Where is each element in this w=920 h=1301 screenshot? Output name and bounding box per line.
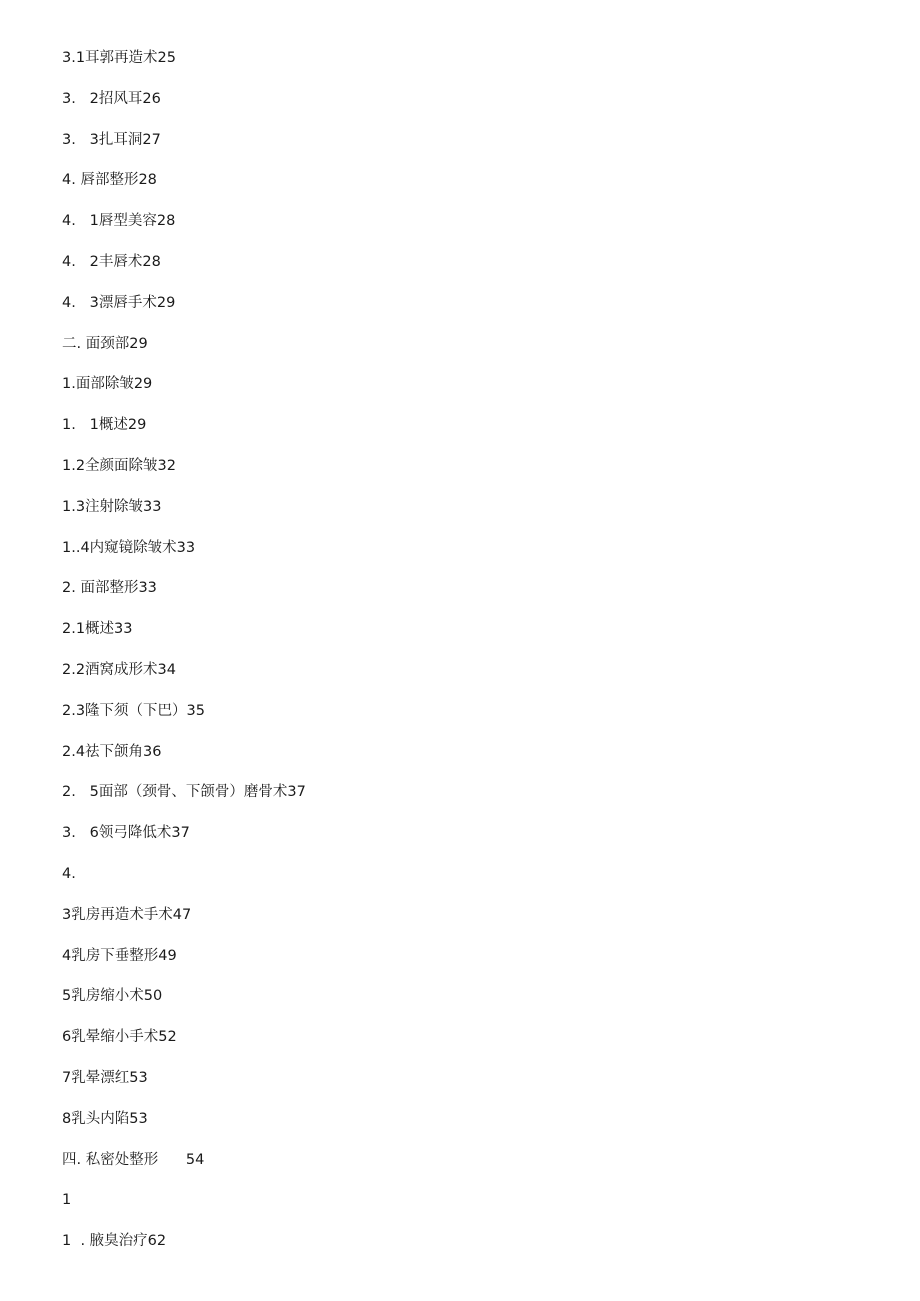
- table-of-contents: [62, 48, 306, 1272]
- toc-entry: 4乳房下垂整形49: [62, 947, 177, 964]
- toc-entry: 4. 唇部整形28: [62, 172, 157, 189]
- toc-entry: 3. 3扎耳洞27: [62, 131, 161, 148]
- toc-entry: 4. 2丰唇术28: [62, 253, 161, 270]
- toc-entry: 4.: [62, 865, 76, 882]
- toc-entry: 7乳晕漂红53: [62, 1069, 148, 1086]
- toc-entry: 4. 1唇型美容28: [62, 213, 176, 230]
- toc-entry: 二. 面颈部29: [62, 335, 148, 352]
- toc-entry: 8乳头内陷53: [62, 1110, 148, 1127]
- toc-entry: 3. 6领弓降低术37: [62, 825, 190, 842]
- toc-entry: 1. 1概述29: [62, 417, 147, 434]
- toc-entry: 2.3隆下须（下巴）35: [62, 702, 206, 719]
- toc-entry: 3.1耳郭再造术25: [62, 50, 177, 66]
- toc-entry: 1 . 腋臭治疗62: [62, 1233, 167, 1250]
- toc-entry: 1.2全颜面除皱32: [62, 457, 177, 474]
- toc-entry: 1.面部除皱29: [62, 376, 153, 393]
- toc-entry: 3. 2招风耳26: [62, 90, 161, 107]
- toc-entry: 3乳房再造术手术47: [62, 906, 192, 923]
- toc-entry: 2.1概述33: [62, 621, 133, 638]
- toc-entry: 2.4祛下颌角36: [62, 743, 162, 760]
- toc-entry: 1: [62, 1192, 72, 1209]
- toc-entry: 6乳晕缩小手术52: [62, 1029, 177, 1046]
- toc-entry: 2. 5面部（颈骨、下颌骨）磨骨术37: [62, 784, 306, 801]
- toc-entry: 5乳房缩小术50: [62, 988, 163, 1005]
- toc-entry: 四. 私密处整形 54: [62, 1151, 205, 1168]
- toc-entry: 4. 3漂唇手术29: [62, 294, 176, 311]
- toc-entry: 2. 面部整形33: [62, 580, 157, 597]
- toc-entry: 1..4内窥镜除皱术33: [62, 539, 196, 556]
- toc-entry: 1.3注射除皱33: [62, 498, 162, 515]
- toc-entry: 2.2酒窝成形术34: [62, 661, 177, 678]
